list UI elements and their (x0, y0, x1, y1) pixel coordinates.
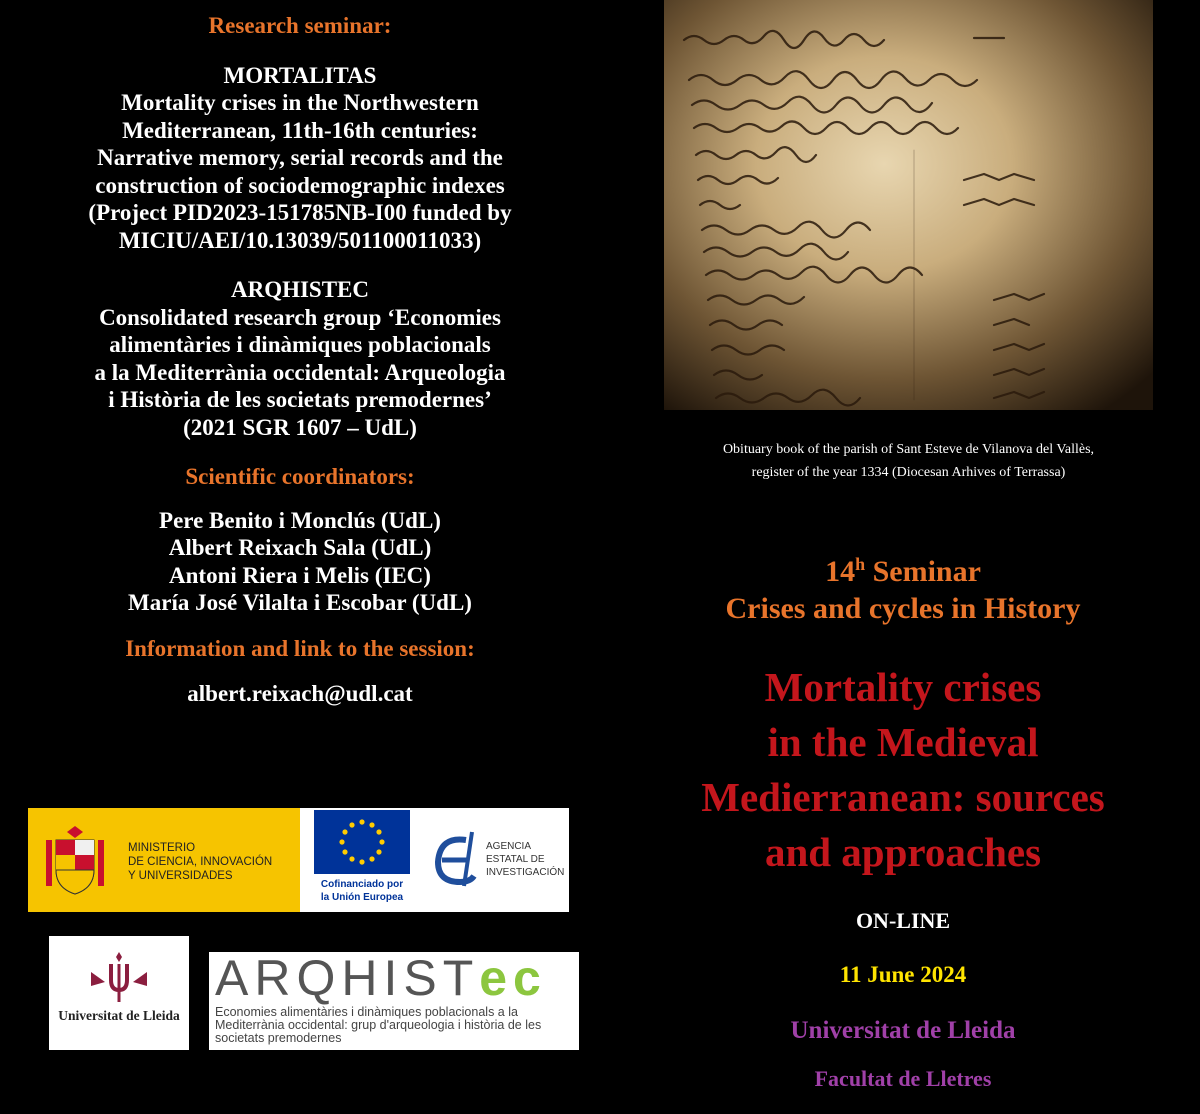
info-heading: Information and link to the session: (125, 635, 475, 661)
ministry-text (128, 841, 272, 883)
agency-line: INVESTIGACIÓN (486, 867, 565, 878)
coordinator-name: María José Vilalta i Escobar (UdL) (128, 590, 472, 615)
image-caption (664, 438, 1153, 484)
group-line: Consolidated research group ‘Economies (99, 304, 501, 330)
contact-email[interactable]: albert.reixach@udl.cat (187, 681, 413, 706)
seminar-word: Seminar (865, 555, 981, 588)
main-title (600, 660, 1200, 880)
agency-text (486, 840, 564, 879)
arqhistec-title (215, 952, 547, 1004)
title-line: Mortality crises (764, 664, 1042, 710)
caption-line: Obituary book of the parish of Sant Esteve de Vilanova del Vallès, (722, 442, 1095, 457)
agency-line: AGENCIA (486, 841, 532, 852)
project-line: Narrative memory, serial records and the (97, 145, 503, 170)
eu-text (310, 878, 414, 904)
project-line: MORTALITAS (223, 62, 377, 88)
udl-emblem-icon (89, 950, 149, 1006)
project-line: Mediterranean, 11th-16th centuries: (122, 117, 478, 143)
project-line: MICIU/AEI/10.13039/501100011033) (118, 227, 482, 253)
left-column (20, 12, 580, 708)
seminar-number-value: 14 (825, 555, 856, 588)
group-line: ARQHISTEC (230, 277, 370, 302)
coordinator-name: Albert Reixach Sala (UdL) (168, 535, 432, 560)
project-line: Mortality crises in the Northwestern (121, 90, 479, 115)
arqhistec-logo (209, 952, 579, 1050)
agency-line: ESTATAL DE (486, 854, 545, 865)
seminar-number (600, 544, 1200, 592)
coordinator-name: Pere Benito i Monclús (UdL) (159, 507, 441, 533)
ministry-line: DE CIENCIA, INNOVACIÓN (128, 856, 273, 868)
seminar-name: Crises and cycles in History (725, 592, 1081, 625)
group-line: a la Mediterrània occidental: Arqueologia (94, 359, 506, 385)
group-line: alimentàries i dinàmiques poblacionals (109, 332, 491, 357)
coordinators-heading: Scientific coordinators: (185, 464, 415, 489)
ministry-line: Y UNIVERSIDADES (128, 870, 233, 882)
university-name: Universitat de Lleida (790, 1017, 1016, 1044)
eu-flag-icon (314, 810, 410, 874)
agency-logo (422, 808, 569, 912)
group-line: i Història de les societats premodernes’ (108, 387, 492, 412)
eu-line: la Unión Europea (320, 892, 404, 903)
funding-logos (28, 808, 569, 912)
project-line: (Project PID2023-151785NB-I00 funded by (88, 200, 512, 225)
project-line: construction of sociodemographic indexes (95, 172, 505, 198)
udl-name: Universitat de Lleida (58, 1008, 180, 1023)
coordinator-name: Antoni Riera i Melis (IEC) (169, 562, 431, 588)
session-date: 11 June 2024 (839, 962, 967, 987)
spain-coat-of-arms-icon (42, 822, 108, 898)
udl-logo (49, 936, 189, 1050)
faculty-name: Facultat de Lletres (814, 1066, 992, 1091)
manuscript-svg (664, 0, 1153, 410)
ministry-line: MINISTERIO (128, 842, 196, 854)
eu-line: Cofinanciado por (320, 879, 404, 890)
arqhistec-title-accent: ec (479, 950, 547, 1006)
ministry-logo (28, 808, 300, 912)
manuscript-image (664, 0, 1153, 410)
eu-logo (310, 808, 414, 912)
title-line: Medierranean: sources (701, 774, 1105, 820)
seminar-number-suffix: h (855, 554, 866, 574)
session-mode: ON-LINE (855, 908, 951, 933)
arqhistec-title-main: ARQHIST (215, 950, 480, 1006)
project-block (20, 62, 580, 255)
title-line: in the Medieval (767, 719, 1039, 765)
caption-line: register of the year 1334 (Diocesan Arhives of Terrassa) (751, 465, 1066, 480)
group-block (20, 276, 580, 441)
group-line: (2021 SGR 1607 – UdL) (183, 414, 417, 440)
agency-e-icon (432, 830, 480, 888)
title-line: and approaches (764, 829, 1042, 875)
arqhistec-description: Economies alimentàries i dinàmiques poblacionals a la Mediterrània occidental: grup d'arqueologia i història de les societats premodernes (215, 1005, 542, 1045)
research-seminar-heading: Research seminar: (208, 13, 392, 38)
